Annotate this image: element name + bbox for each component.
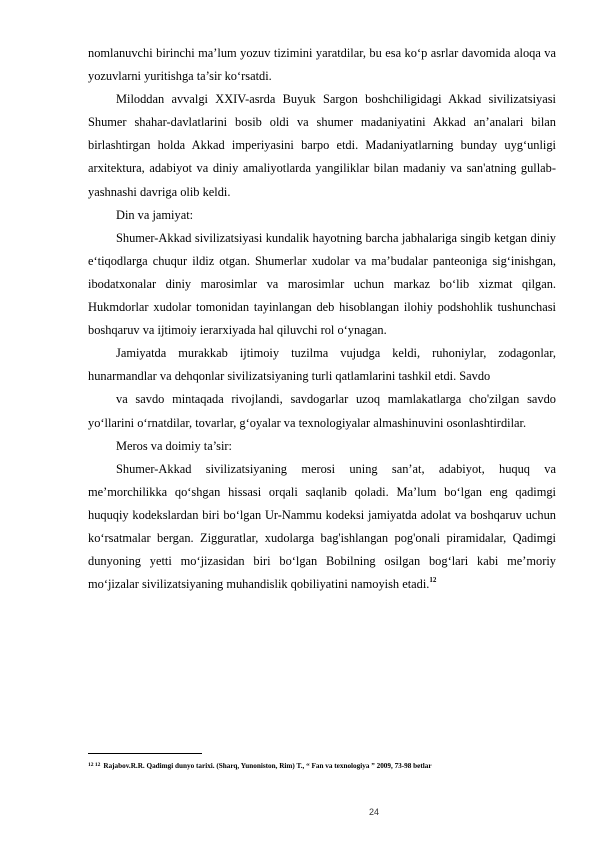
- footnote-divider: [88, 753, 202, 754]
- footnote-text: Rajabov.R.R. Qadimgi dunyo tarixi. (Sharq, Yunoniston, Rim) T., “ Fan va texnologiya ” 2009, 73-98 betlar: [103, 762, 432, 770]
- document-body: [88, 42, 556, 596]
- footnote-reference[interactable]: 12: [429, 576, 437, 585]
- paragraph-trade: va savdo mintaqada rivojlandi, savdogarlar uzoq mamlakatlarga cho'zilgan savdo yo‘llarini o‘rnatdilar, tovarlar, g‘oyalar va texnologiyalar almashinuvini osonlashtirdilar.: [88, 392, 556, 430]
- footnote-mark: 12 12: [88, 762, 101, 768]
- paragraph-religion: Shumer-Akkad sivilizatsiyasi kundalik hayotning barcha jabhalariga singib ketgan diniy e‘tiqodlarga chuqur ildiz otgan. Shumerlar xudolar va ma’budalar panteoniga sig‘inishgan, ibodatxonalar diniy marosimlar va marosimlar uchun markaz bo‘lib xizmat qilgan. Hukmdorlar xudolar tomonidan tayinlangan deb hisoblangan ilohiy podshohlik tushunchasi boshqaruv va ijtimoiy ierarxiyada hal qiluvchi rol o‘ynagan.: [88, 230, 556, 338]
- footnote: [88, 760, 556, 771]
- paragraph-continuation: nomlanuvchi birinchi ma’lum yozuv tizimini yaratdilar, bu esa ko‘p asrlar davomida aloqa va yozuvlarni yuritishga ta’sir ko‘rsatdi.: [88, 46, 556, 84]
- section-heading-legacy: Meros va doimiy ta’sir:: [116, 438, 232, 453]
- paragraph-legacy: [88, 458, 556, 597]
- paragraph-legacy-text: Shumer-Akkad sivilizatsiyaning merosi uning san’at, adabiyot, huquq va me’morchilikka qo‘shgan hissasi orqali saqlanib qoladi. Ma’lum bo‘lgan eng qadimgi huquqiy kodekslardan biri bo‘lgan Ur-Nammu kodeksi jamiyatda adolat va boshqaruv uchun ko‘rsatmalar bergan. Zigguratlar, xudolarga bag'ishlangan pog'onali piramidalar, Qadimgi dunyoning yetti mo‘jizasidan biri bo‘lgan Bobilning osilgan bog‘lari kabi me’moriy mo‘jizalar sivilizatsiyaning muhandislik qobiliyatini namoyish etadi.: [88, 461, 556, 592]
- section-heading-religion-society: Din va jamiyat:: [116, 207, 194, 222]
- page-number: 24: [369, 807, 380, 817]
- paragraph-social-structure: Jamiyatda murakkab ijtimoiy tuzilma vujudga keldi, ruhoniylar, zodagonlar, hunarmandlar va dehqonlar sivilizatsiyaning turli qatlamlarini tashkil etdi. Savdo: [88, 346, 556, 384]
- paragraph-akkad-conquest: Miloddan avvalgi XXIV-asrda Buyuk Sargon boshchiligidagi Akkad sivilizatsiyasi Shumer shahar-davlatlarini bosib oldi va shumer madaniyatini Akkad an’analari bilan birlashtirgan holda Akkad imperiyasini barpo etdi. Madaniyatlarning bunday uyg‘unligi arxitektura, adabiyot va diniy amaliyotlarda yangiliklar bilan madaniy va san'atning gullab-yashnashi davriga olib keldi.: [88, 92, 556, 199]
